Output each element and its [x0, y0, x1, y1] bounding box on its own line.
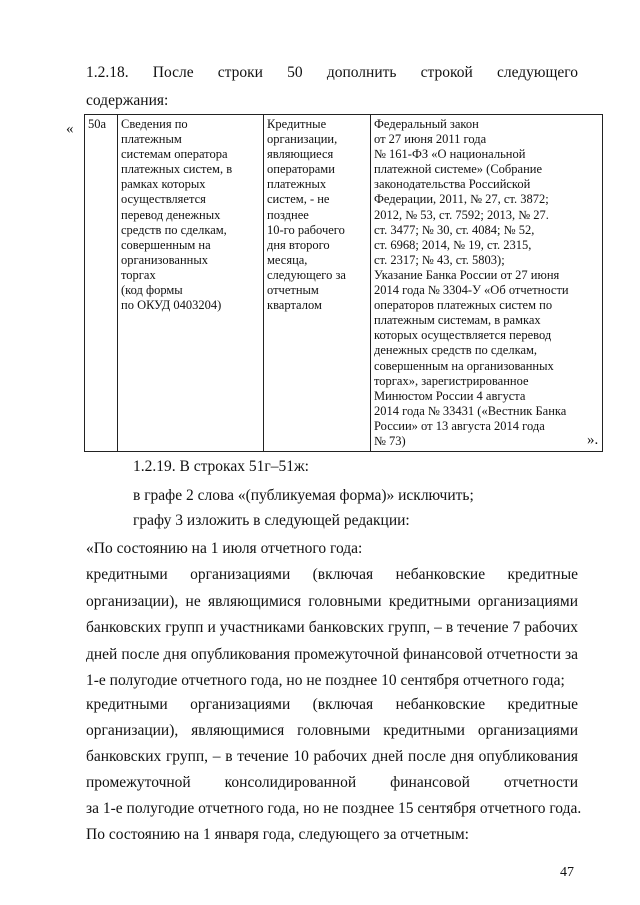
legal-basis-line: от 27 июня 2011 года: [374, 132, 487, 147]
paragraph-head-line3: банковских групп, – в течение 10 рабочих дней после дня опубликования: [86, 748, 578, 765]
paragraph-nonhead-line4: дней после дня опубликования промежуточной финансовой отчетности за: [86, 646, 578, 663]
form-name-line: по ОКУД 0403204): [121, 298, 222, 313]
reporting-entity-line: операторами: [267, 162, 335, 177]
form-name-line: совершенным на: [121, 237, 211, 252]
form-name-line: (код формы: [121, 283, 183, 298]
reporting-entity-line: организации,: [267, 132, 338, 147]
section-1-2-18-line1: 1.2.18. После строки 50 дополнить строкой следующего: [86, 64, 578, 81]
legal-basis-line: ст. 6968; 2014, № 19, ст. 2315,: [374, 237, 532, 252]
legal-basis-line: ст. 2317; № 43, ст. 5803);: [374, 252, 505, 267]
legal-basis-line: которых осуществляется перевод: [374, 328, 552, 343]
legal-basis-line: платежной системе» (Собрание: [374, 162, 543, 177]
legal-basis-line: Указание Банка России от 27 июня: [374, 267, 560, 282]
paragraph-head-line5: за 1-е полугодие отчетного года, но не позднее 15 сентября отчетного года.: [86, 800, 582, 817]
legal-basis-line: № 73): [374, 433, 406, 448]
reporting-entity-line: являющиеся: [267, 147, 334, 162]
paragraph-column-2: в графе 2 слова «(публикуемая форма)» исключить;: [133, 487, 474, 504]
table-open-quote: «: [66, 121, 74, 137]
form-name-line: Сведения по: [121, 117, 188, 131]
form-name-line: перевод денежных: [121, 207, 221, 222]
legal-basis-line: Минюстом России 4 августа: [374, 388, 526, 403]
legal-basis-line: совершенным на организованных: [374, 358, 554, 373]
form-name-cell: [118, 115, 264, 452]
legal-basis-line: Федерации, 2011, № 27, ст. 3872;: [374, 192, 549, 207]
legal-basis-cell: [371, 115, 603, 452]
reporting-entity-line: кварталом: [267, 298, 322, 313]
legal-basis-line: 2012, № 53, ст. 7592; 2013, № 27.: [374, 207, 549, 222]
table-row: [85, 115, 603, 452]
legal-basis-line: 2014 года № 3304-У «Об отчетности: [374, 283, 569, 298]
section-1-2-19: 1.2.19. В строках 51г–51ж:: [133, 458, 309, 475]
reporting-entity-line: систем, - не: [267, 192, 330, 207]
paragraph-column-3: графу 3 изложить в следующей редакции:: [133, 512, 410, 529]
legal-basis-line: операторов платежных систем по: [374, 298, 553, 313]
form-name-line: средств по сделкам,: [121, 222, 227, 237]
legal-basis-line: денежных средств по сделкам,: [374, 343, 538, 358]
legal-basis-line: платежным системам, в рамках: [374, 313, 541, 328]
legal-basis-line: России» от 13 августа 2014 года: [374, 418, 545, 433]
legal-basis-line: Федеральный закон: [374, 117, 479, 131]
legal-basis-line: ст. 3477; № 30, ст. 4084; № 52,: [374, 222, 535, 237]
form-name-line: платежным: [121, 132, 182, 147]
reporting-entity-line: дня второго: [267, 237, 330, 252]
form-name-line: организованных: [121, 252, 208, 267]
form-name-line: системам оператора: [121, 147, 228, 162]
paragraph-january-intro: По состоянию на 1 января года, следующего за отчетным:: [86, 826, 469, 843]
page-number: 47: [560, 865, 574, 880]
form-name-line: торгах: [121, 267, 156, 282]
paragraph-head-line4: промежуточной консолидированной финансовой отчетности: [86, 774, 578, 791]
form-name-line: платежных систем, в: [121, 162, 233, 177]
row-code-cell: [85, 115, 118, 452]
reporting-entity-line: позднее: [267, 207, 309, 222]
row-code: 50а: [88, 117, 107, 131]
table-close-quote: ».: [587, 432, 599, 448]
paragraph-nonhead-line5: 1-е полугодие отчетного года, но не позднее 10 сентября отчетного года;: [86, 672, 565, 689]
form-name-line: рамках которых: [121, 177, 206, 192]
form-name-line: осуществляется: [121, 192, 206, 207]
reporting-entity-line: месяца,: [267, 252, 308, 267]
legal-basis-line: № 161-ФЗ «О национальной: [374, 147, 526, 162]
reporting-entity-line: следующего за: [267, 267, 346, 282]
reporting-entity-line: платежных: [267, 177, 327, 192]
legal-basis-line: законодательства Российской: [374, 177, 531, 192]
paragraph-nonhead-line1: кредитными организациями (включая небанковские кредитные: [86, 566, 578, 583]
amendment-table: [84, 114, 603, 452]
reporting-entity-line: 10-го рабочего: [267, 222, 345, 237]
reporting-entity-line: Кредитные: [267, 117, 327, 131]
reporting-entity-cell: [264, 115, 371, 452]
paragraph-nonhead-line3: банковских групп и участниками банковских групп, – в течение 7 рабочих: [86, 619, 578, 636]
paragraph-head-line1: кредитными организациями (включая небанковские кредитные: [86, 696, 578, 713]
legal-basis-line: 2014 года № 33431 («Вестник Банка: [374, 403, 567, 418]
paragraph-head-line2: организации), являющимися головными кредитными организациями: [86, 722, 578, 739]
section-1-2-18-line2: содержания:: [86, 92, 169, 109]
reporting-entity-line: отчетным: [267, 283, 319, 298]
paragraph-july-intro: «По состоянию на 1 июля отчетного года:: [86, 540, 363, 557]
paragraph-nonhead-line2: организации), не являющимися головными кредитными организациями: [86, 593, 578, 610]
legal-basis-line: торгах», зарегистрированное: [374, 373, 529, 388]
